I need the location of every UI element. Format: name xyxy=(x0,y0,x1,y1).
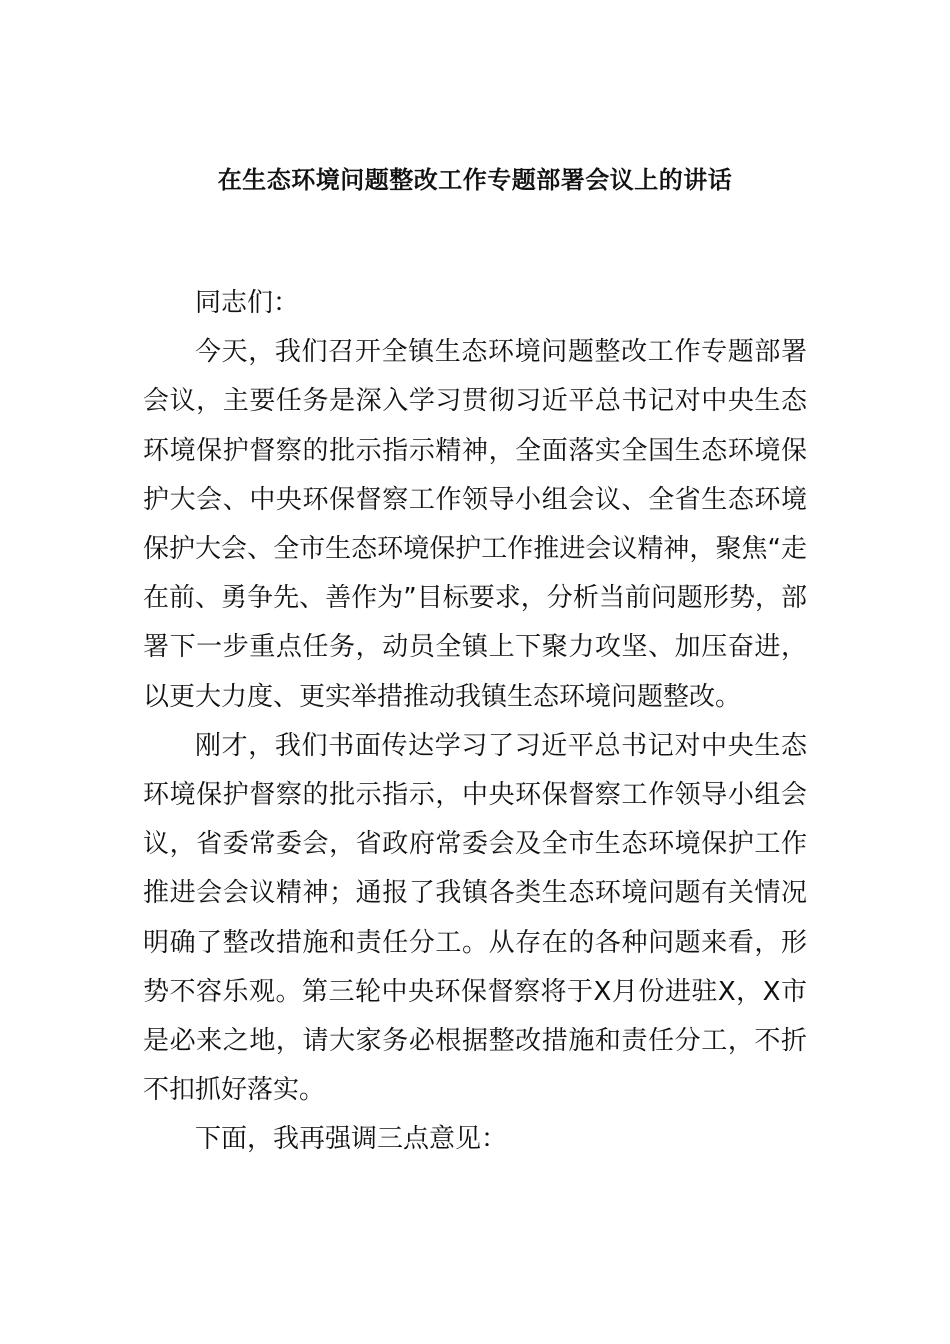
document-title: 在生态环境问题整改工作专题部署会议上的讲话 xyxy=(217,166,733,194)
body-paragraph: 下面，我再强调三点意见： xyxy=(195,1124,508,1155)
salutation-paragraph: 同志们： xyxy=(195,288,300,318)
body-paragraph: 刚才，我们书面传达学习了习近平总书记对中央生态环境保护督察的批示指示，中央环保督察工作领导小组会议，省委常委会，省政府常委会及全市生态环境保护工作推进会会议精神；通报了我镇各类生态环境问题有关情况明确了整改措施和责任分工。从存在的各种问题来看，形势不容乐观。第三轮中央环保督察将于X月份进驻X，X市是必来之地，请大家务必根据整改措施和责任分工，不折不扣抓好落实。 xyxy=(143,730,807,1106)
body-paragraph: 今天，我们召开全镇生态环境问题整改工作专题部署会议，主要任务是深入学习贯彻习近平总书记对中央生态环境保护督察的批示指示精神，全面落实全国生态环境保护大会、中央环保督察工作领导小组会议、全省生态环境保护大会、全市生态环境保护工作推进会议精神，聚焦“走在前、勇争先、善作为”目标要求，分析当前问题形势，部署下一步重点任务，动员全镇上下聚力攻坚、加压奋进，以更大力度、更实举措推动我镇生态环境问题整改。 xyxy=(143,337,807,712)
document-body xyxy=(143,279,807,1165)
